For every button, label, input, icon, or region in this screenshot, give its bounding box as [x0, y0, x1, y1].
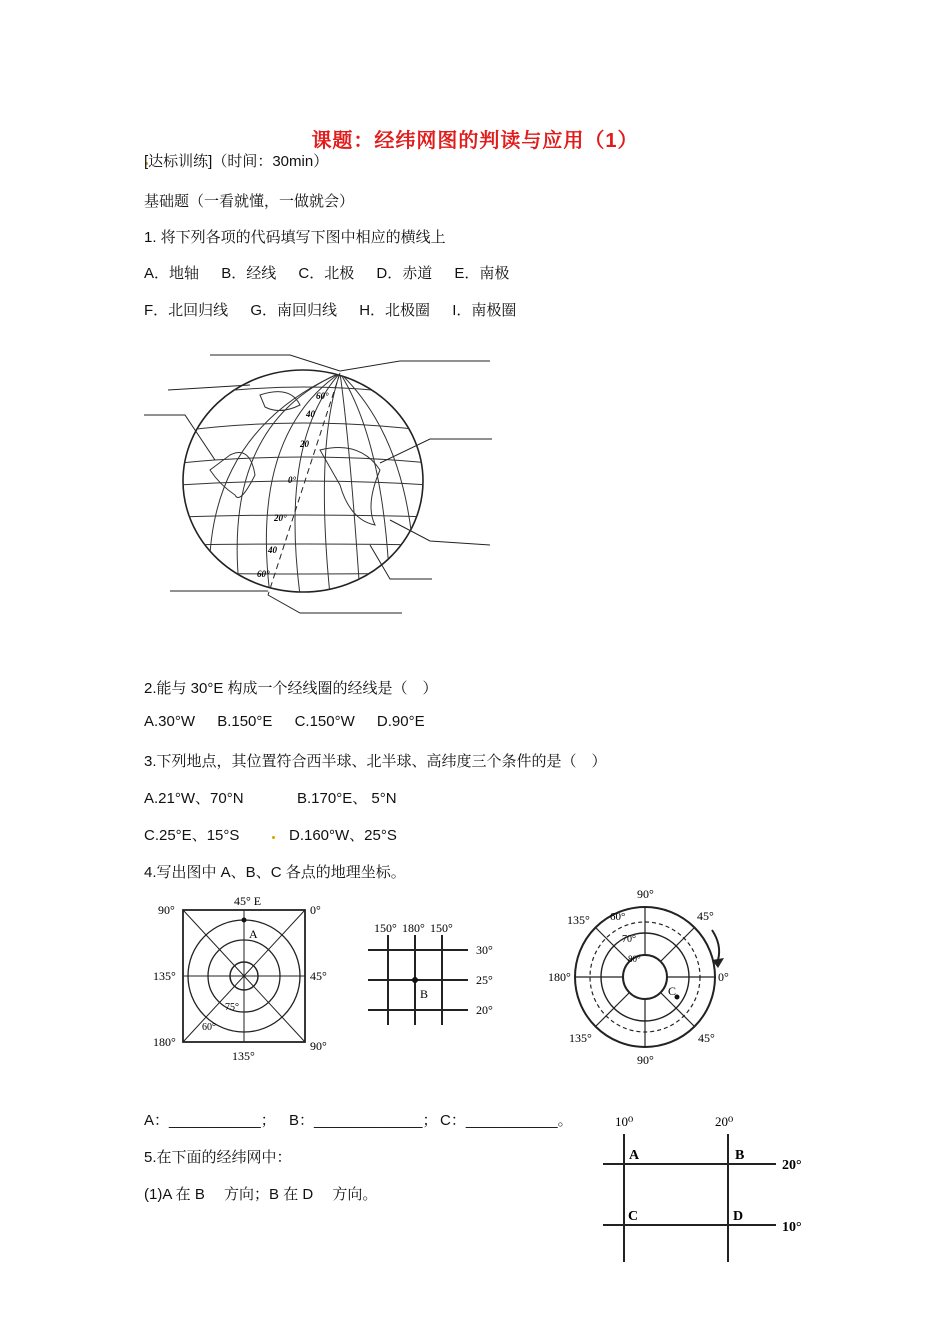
q1-option: F．北回归线 — [144, 302, 229, 319]
q1-stem: 1. 将下列各项的代码填写下图中相应的横线上 — [144, 229, 446, 246]
q5-point-c: C — [628, 1209, 639, 1224]
q1-options-row2 — [144, 299, 534, 320]
globe-label: 0° — [288, 475, 297, 485]
fig3-label: 45° — [697, 909, 714, 923]
fig1-label: 90° — [158, 903, 175, 917]
fig2-label: 150° — [374, 921, 397, 935]
globe-label: 20° — [274, 513, 287, 523]
fig3-label: 135° — [567, 913, 590, 927]
q2-option: B.150°E — [217, 713, 273, 730]
globe-figure — [140, 345, 500, 620]
q2-option: C.150°W — [294, 713, 355, 730]
answer-a: A：___________； — [144, 1112, 276, 1129]
fig2-label: 20° — [476, 1003, 493, 1017]
fig3-label: 80° — [628, 954, 641, 964]
fig3-label: 45° — [698, 1031, 715, 1045]
q5-lat-label: 10° — [782, 1220, 802, 1235]
fig1-label: 180° — [153, 1035, 176, 1049]
answer-c: C：___________。 — [440, 1112, 573, 1129]
fig1-label: 45° — [310, 969, 327, 983]
q5-lat-label: 20° — [782, 1158, 802, 1173]
q2-stem: 2.能与 30°E 构成一个经线圈的经线是（ ） — [144, 680, 438, 697]
fig3-label: 70° — [622, 934, 636, 945]
fig3-label: 90° — [637, 887, 654, 901]
point-a-label: A — [249, 927, 258, 941]
q4-polar-circle-figure — [540, 880, 740, 1070]
q1-option: H．北极圈 — [359, 302, 431, 319]
q5-point-a: A — [629, 1148, 640, 1163]
fig1-label: 0° — [310, 903, 321, 917]
q5-sub1: (1)A 在 B 方向；B 在 D 方向。 — [144, 1186, 378, 1203]
globe-label: 20 — [300, 439, 309, 449]
fig2-label: 25° — [476, 973, 493, 987]
q2-option: D.90°E — [376, 713, 425, 730]
fig2-label: 30° — [476, 943, 493, 957]
globe-label: 40 — [306, 409, 315, 419]
fig1-label: 60° — [202, 1022, 216, 1033]
q1-option: A．地轴 — [144, 265, 200, 282]
fig3-label: 90° — [637, 1053, 654, 1067]
section-title: 基础题（一看就懂，一做就会） — [144, 193, 355, 210]
q2-option: A.30°W — [144, 713, 196, 730]
q5-point-b: B — [735, 1148, 745, 1163]
point-b-label: B — [420, 987, 429, 1001]
q4-stem: 4.写出图中 A、B、C 各点的地理坐标。 — [144, 864, 406, 881]
fig1-label: 90° — [310, 1039, 327, 1053]
q5-grid-figure — [600, 1110, 820, 1270]
q3-option-a: A.21°W、70°N — [144, 790, 244, 807]
fig1-label: 75° — [225, 1002, 239, 1013]
header-line: [达标训练]（时间：30min） — [144, 153, 329, 170]
fig1-label: 135° — [232, 1049, 255, 1063]
globe-label: 40 — [268, 545, 277, 555]
q4-polar-square-figure — [150, 890, 350, 1065]
fig2-label: 150° — [430, 921, 453, 935]
q5-stem: 5.在下面的经纬网中： — [144, 1149, 292, 1166]
q5-lon-label: 20⁰ — [715, 1114, 734, 1129]
q2-options — [144, 713, 443, 730]
answer-b: B：_____________； — [289, 1112, 438, 1129]
marker-dot — [272, 836, 275, 839]
q1-option: G．南回归线 — [250, 302, 338, 319]
q4-grid-figure — [360, 910, 520, 1030]
point-c-label: C — [668, 984, 677, 998]
q3-option-c: C.25°E、15°S — [144, 827, 240, 844]
q1-option: D．赤道 — [376, 265, 433, 282]
fig3-label: 135° — [569, 1031, 592, 1045]
fig1-label: 45° E — [234, 894, 262, 908]
q1-option: B．经线 — [221, 265, 277, 282]
q3-option-b: B.170°E、 5°N — [297, 790, 397, 807]
q5-lon-label: 10⁰ — [615, 1114, 634, 1129]
q1-option: I．南极圈 — [452, 302, 517, 319]
q3-stem: 3.下列地点，其位置符合西半球、北半球、高纬度三个条件的是（ ） — [144, 753, 607, 770]
q5-point-d: D — [733, 1209, 744, 1224]
page-title: 课题：经纬网图的判读与应用（1） — [311, 130, 639, 152]
q1-option: C．北极 — [298, 265, 355, 282]
globe-label: 60° — [316, 391, 329, 401]
q1-option: E．南极 — [454, 265, 510, 282]
fig3-label: 60° — [610, 911, 626, 923]
fig3-label: 180° — [548, 970, 571, 984]
q3-option-d: D.160°W、25°S — [289, 827, 397, 844]
globe-label: 60° — [257, 569, 270, 579]
q1-options-row1 — [144, 262, 527, 283]
fig3-label: 0° — [718, 970, 729, 984]
fig2-label: 180° — [402, 921, 425, 935]
fig1-label: 135° — [153, 969, 176, 983]
